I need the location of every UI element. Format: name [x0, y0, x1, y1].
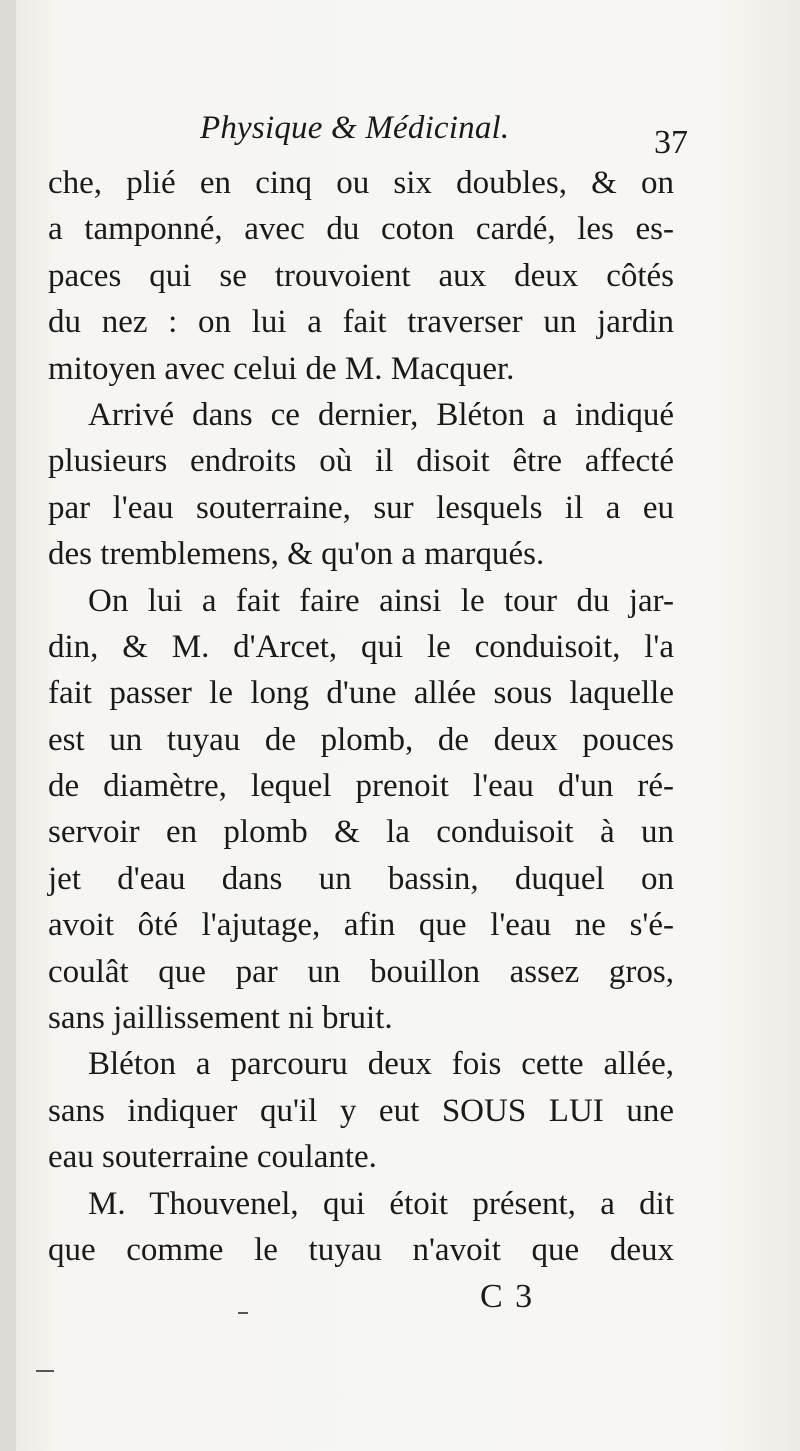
text-line: du nez : on lui a fait traverser un jardin — [48, 304, 674, 341]
text-line: sans indiquer qu'il y eut SOUS LUI une — [48, 1092, 674, 1129]
text-line: eau souterraine coulante. — [48, 1139, 377, 1176]
text-line: coulât que par un bouillon assez gros, — [48, 953, 674, 990]
page-number: 37 — [654, 124, 688, 161]
text-line: M. Thouvenel, qui étoit présent, a dit — [88, 1185, 674, 1222]
text-line: Bléton a parcouru deux fois cette allée, — [88, 1046, 674, 1083]
text-line: paces qui se trouvoient aux deux côtés — [48, 257, 674, 294]
text-line: que comme le tuyau n'avoit que deux — [48, 1231, 674, 1268]
text-line: des tremblemens, & qu'on a marqués. — [48, 536, 545, 573]
running-title: Physique & Médicinal. — [200, 110, 510, 146]
text-line: On lui a fait faire ainsi le tour du jar- — [88, 582, 674, 619]
text-line: est un tuyau de plomb, de deux pouces — [48, 721, 674, 758]
text-line: din, & M. d'Arcet, qui le conduisoit, l'a — [48, 628, 674, 665]
text-line: che, plié en cinq ou six doubles, & on — [48, 165, 674, 201]
page-header — [200, 110, 688, 161]
text-line: servoir en plomb & la conduisoit à un — [48, 814, 674, 851]
text-line: par l'eau souterraine, sur lesquels il a eu — [48, 489, 674, 526]
text-line: sans jaillissement ni bruit. — [48, 1000, 393, 1037]
stray-ink-mark — [36, 1370, 54, 1372]
text-line: Arrivé dans ce dernier, Bléton a indiqué — [88, 396, 674, 433]
text-line: mitoyen avec celui de M. Macquer. — [48, 350, 515, 387]
body-text — [48, 160, 674, 1273]
text-line: plusieurs endroits où il disoit être affecté — [48, 443, 674, 480]
text-line: de diamètre, lequel prenoit l'eau d'un ré- — [48, 768, 674, 805]
text-line: avoit ôté l'ajutage, afin que l'eau ne s'é- — [48, 907, 674, 944]
text-line: a tamponné, avec du coton cardé, les es- — [48, 211, 674, 248]
stray-ink-mark — [238, 1312, 248, 1314]
page-gutter-shadow — [0, 0, 16, 1451]
text-line: jet d'eau dans un bassin, duquel on — [48, 860, 674, 897]
signature-mark: C 3 — [480, 1278, 535, 1315]
text-line: fait passer le long d'une allée sous laquelle — [48, 675, 674, 712]
